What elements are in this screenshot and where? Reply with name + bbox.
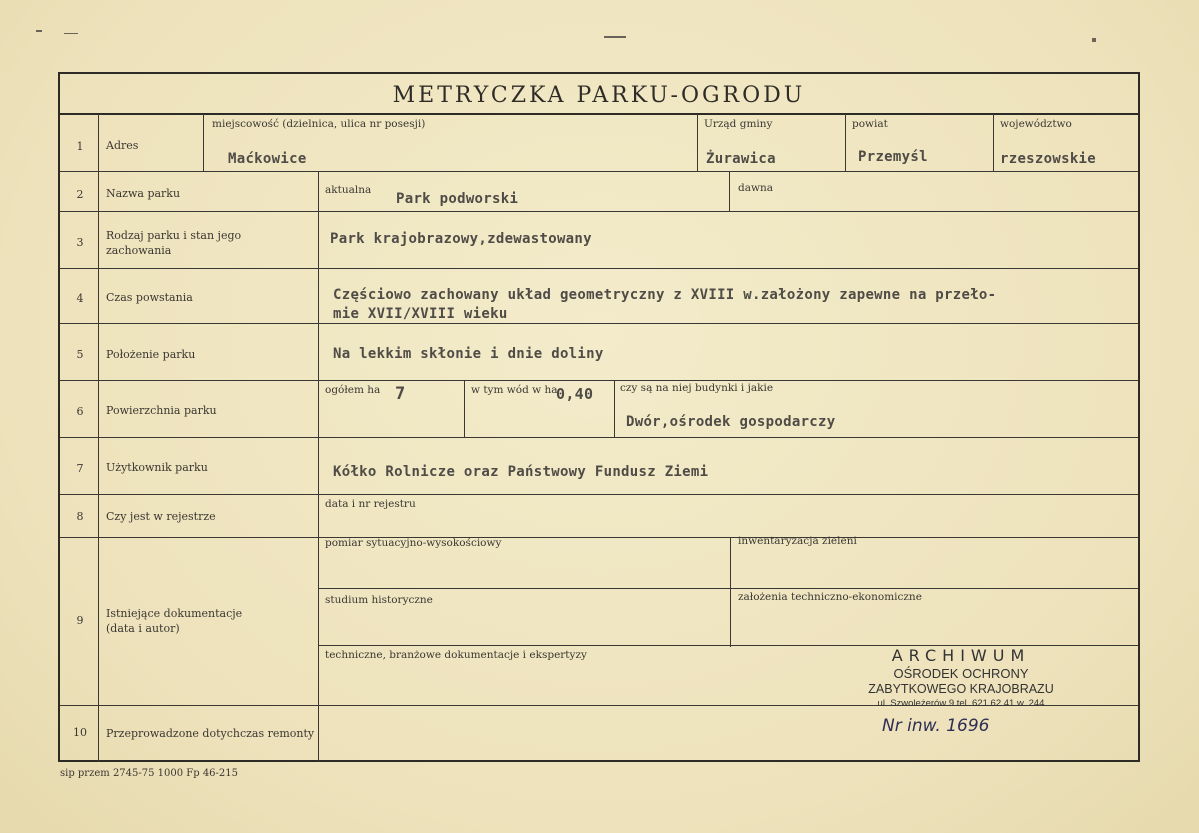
name-divider [729,171,730,211]
woj-divider [993,114,994,171]
scan-mark [64,33,78,34]
row-divider [60,268,1138,269]
user-value: Kółko Rolnicze oraz Państwowy Fundusz Ziemi [333,464,709,480]
row-divider [60,437,1138,438]
row-number: 10 [73,726,87,739]
scan-mark [1092,38,1096,42]
area-buildings-value: Dwór,ośrodek gospodarczy [626,414,836,430]
row-divider [60,323,1138,324]
print-code: sip przem 2745-75 1000 Fp 46-215 [60,768,239,779]
area-water-value: 0,40 [556,385,594,403]
docs-technical-label: techniczne, branżowe dokumentacje i ekspertyzy [325,649,587,661]
area-divider [614,380,615,437]
stamp-line-4: ul. Szwoleżerów 9 tel. 621 62 41 w. 244 [877,698,1045,709]
stamp-line-2: OŚRODEK OCHRONY [893,666,1029,681]
label-column-divider [318,171,319,762]
woj-label: województwo [1000,118,1072,130]
docs-tech-econ-label: założenia techniczno-ekonomiczne [738,591,922,603]
scan-mark [36,30,42,32]
stamp-line-3: ZABYTKOWEGO KRAJOBRAZU [868,682,1054,696]
row-label-location: Położenie parku [106,348,196,361]
row-divider [60,494,1138,495]
row-number: 7 [76,462,84,475]
row-number: 1 [76,140,84,153]
row-divider [60,211,1138,212]
docs-survey-label: pomiar sytuacyjno-wysokościowy [325,537,502,549]
row-number: 2 [76,188,84,201]
row-label-address: Adres [106,139,139,152]
locality-value: Maćkowice [228,151,307,167]
docs-column-divider [730,537,731,647]
row-label-origin: Czas powstania [106,291,193,304]
powiat-label: powiat [852,118,888,130]
row-number: 5 [76,348,84,361]
row-divider [60,537,1138,538]
gmina-value: Żurawica [706,151,776,167]
row-divider [60,171,1138,172]
archive-stamp [856,646,1066,709]
row-label-register: Czy jest w rejestrze [106,510,216,523]
row-label-docs: Istniejące dokumentacje (data i autor) [106,607,243,635]
origin-value-line1: Częściowo zachowany układ geometryczny z XVIII w.założony zapewne na przeło- [333,287,997,303]
name-current-label: aktualna [325,184,372,196]
locality-label: miejscowość (dzielnica, ulica nr posesji) [212,118,426,130]
row-label-area: Powierzchnia parku [106,404,217,417]
area-total-value: 7 [395,384,406,404]
row-number: 4 [76,292,84,305]
location-value: Na lekkim skłonie i dnie doliny [333,346,604,362]
row-number: 9 [76,614,84,627]
gmina-divider [697,114,698,171]
row-number: 6 [76,405,84,418]
stamp-line-1: ARCHIWUM [891,646,1031,665]
row-number: 8 [76,510,84,523]
row-divider [60,380,1138,381]
docs-history-label: studium historyczne [325,594,433,606]
handwritten-inventory-number: Nr inw. 1696 [882,716,990,736]
row-label-user: Użytkownik parku [106,461,208,474]
area-water-label: w tym wód w ha [471,384,558,396]
docs-divider [318,588,1138,589]
area-divider [464,380,465,437]
row-label-name: Nazwa parku [106,187,181,200]
area-total-label: ogółem ha [325,384,381,396]
gmina-label: Urząd gminy [704,118,773,130]
scan-mark [604,36,626,38]
type-value: Park krajobrazowy,zdewastowany [330,231,592,247]
name-former-label: dawna [738,182,773,194]
row-number: 3 [76,236,84,249]
powiat-divider [845,114,846,171]
address-label-divider [203,114,204,171]
powiat-value: Przemyśl [858,149,928,165]
register-label: data i nr rejestru [325,498,416,510]
form-title: METRYCZKA PARKU-OGRODU [60,74,1138,115]
woj-value: rzeszowskie [1000,151,1097,167]
row-label-type: Rodzaj parku i stan jego zachowania [106,229,242,257]
docs-inventory-label: inwentaryzacja zieleni [738,535,857,547]
origin-value-line2: mie XVII/XVIII wieku [333,306,508,322]
name-current-value: Park podworski [396,191,519,207]
row-label-repairs: Przeprowadzone dotychczas remonty [106,727,315,740]
area-buildings-label: czy są na niej budynki i jakie [620,382,774,394]
num-column-divider [98,114,99,762]
